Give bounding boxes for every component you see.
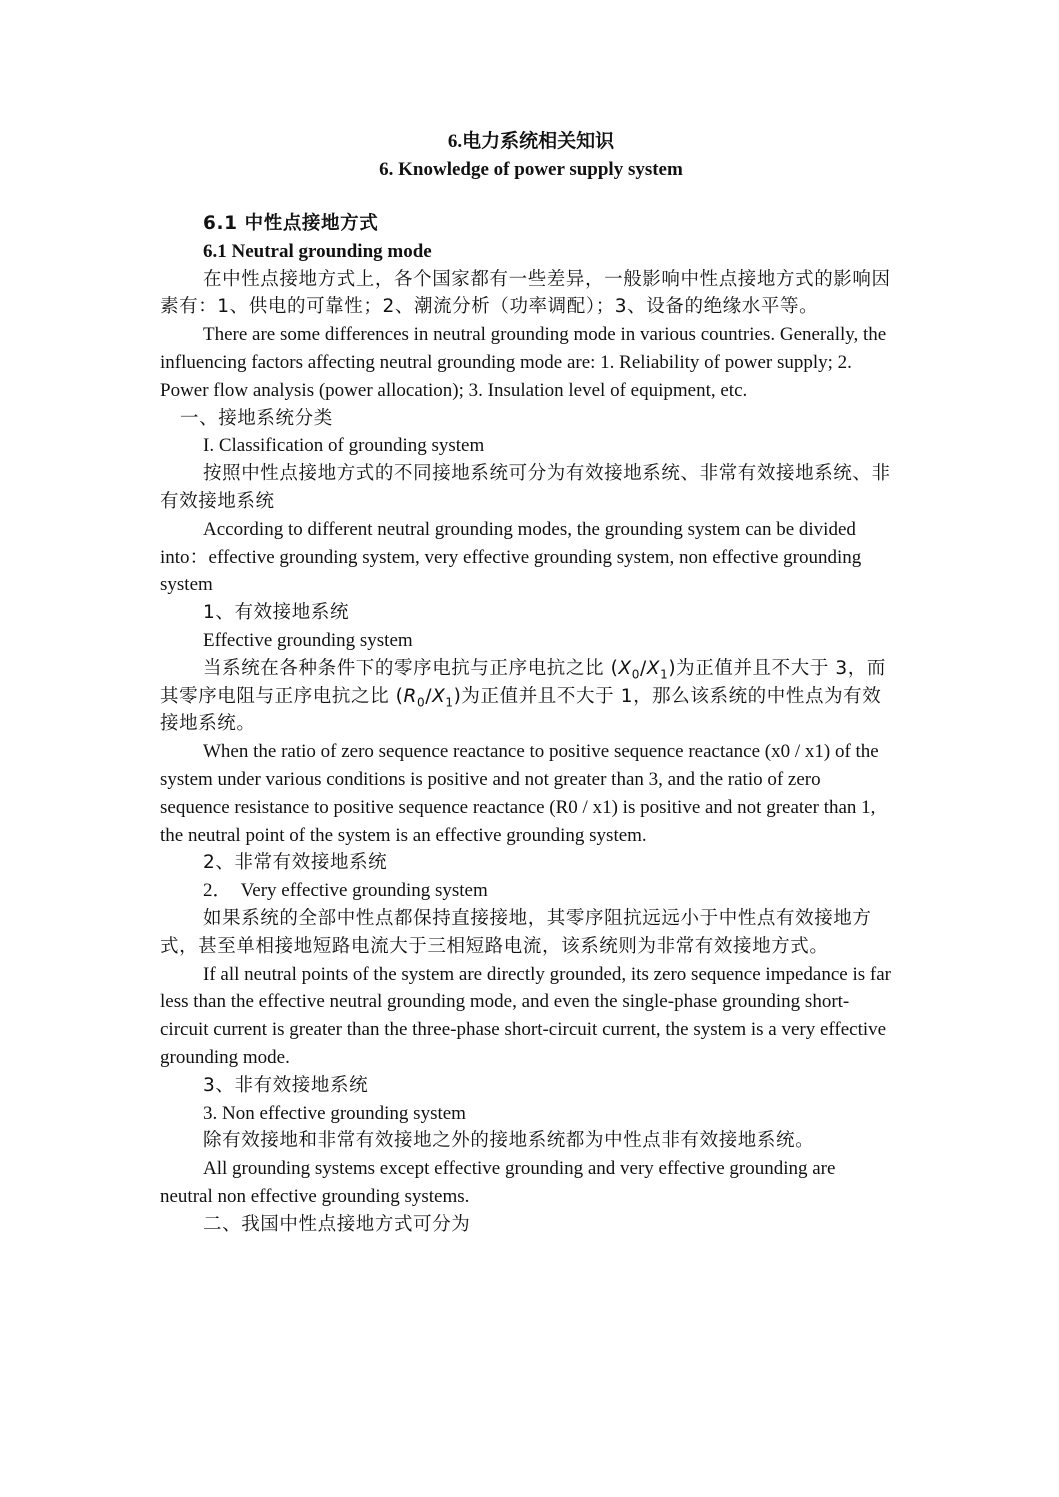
title-en: 6. Knowledge of power supply system	[379, 159, 683, 180]
item1-body-en: When the ratio of zero sequence reactance to positive sequence reactance (x0 / x1) of the system under various conditions is positive and not greater than 3, and the ratio of zero sequence resistance to positive sequence reactance (R0 / x1) is positive and not greater than 1, the neutral point of the system is an effective grounding system.	[160, 741, 879, 846]
item2-body-en: If all neutral points of the system are directly grounded, its zero sequence impedance is far less than the effective neutral grounding mode, and even the single-phase grounding short-circuit current is greater than the three-phase short-circuit current, the system is a very effective grounding mode.	[160, 963, 891, 1068]
part1-heading-zh: 一、接地系统分类	[180, 407, 333, 429]
part1-body-zh: 按照中性点接地方式的不同接地系统可分为有效接地系统、非常有效接地系统、非有效接地系统	[160, 463, 891, 512]
item2-body-zh: 如果系统的全部中性点都保持直接接地，其零序阻抗远远小于中性点有效接地方式，甚至单相接地短路电流大于三相短路电流，该系统则为非常有效接地方式。	[160, 907, 872, 957]
item3-heading-en: 3. Non effective grounding system	[203, 1102, 466, 1124]
item3-body-zh: 除有效接地和非常有效接地之外的接地系统都为中性点非有效接地系统。	[203, 1130, 815, 1152]
item3-heading-zh: 3、非有效接地系统	[203, 1074, 369, 1096]
section-intro-zh: 在中性点接地方式上，各个国家都有一些差异，一般影响中性点接地方式的影响因素有：1、供电的可靠性；2、潮流分析（功率调配）；3、设备的绝缘水平等。	[160, 268, 891, 318]
document-page	[160, 128, 892, 1238]
section-heading-en: 6.1 Neutral grounding mode	[203, 240, 432, 262]
item1-body-zh: 当系统在各种条件下的零序电抗与正序电抗之比 $(X_0/X_1)$为正值并且不大于 3，而其零序电阻与正序电抗之比 $(R_0/X_1)$为正值并且不大于 1，那么该系统的中性点为有效接地系统。	[160, 657, 886, 735]
item1-heading-zh: 1、有效接地系统	[203, 602, 350, 624]
spacer	[160, 184, 892, 210]
part1-heading-en: I. Classification of grounding system	[203, 435, 485, 457]
title-zh: 6.电力系统相关知识	[447, 131, 615, 152]
part2-heading-zh: 二、我国中性点接地方式可分为	[203, 1213, 471, 1235]
item3-body-en: All grounding systems except effective grounding and very effective grounding are neutral non effective grounding systems.	[160, 1158, 836, 1207]
item2-heading-en: 2． Very effective grounding system	[203, 880, 488, 902]
title-block	[170, 128, 892, 184]
item1-heading-en: Effective grounding system	[203, 629, 413, 651]
section-intro-en: There are some differences in neutral grounding mode in various countries. Generally, the influencing factors affecting neutral grounding mode are: 1. Reliability of power supply; 2. Power flow analysis (power allocation); 3. Insulation level of equipment, etc.	[160, 324, 887, 401]
section-heading-zh: 6.1 中性点接地方式	[203, 213, 379, 234]
part1-body-en: According to different neutral grounding modes, the grounding system can be divided into：effective grounding system, very effective grounding system, non effective grounding system	[160, 518, 862, 596]
item2-heading-zh: 2、非常有效接地系统	[203, 852, 388, 874]
